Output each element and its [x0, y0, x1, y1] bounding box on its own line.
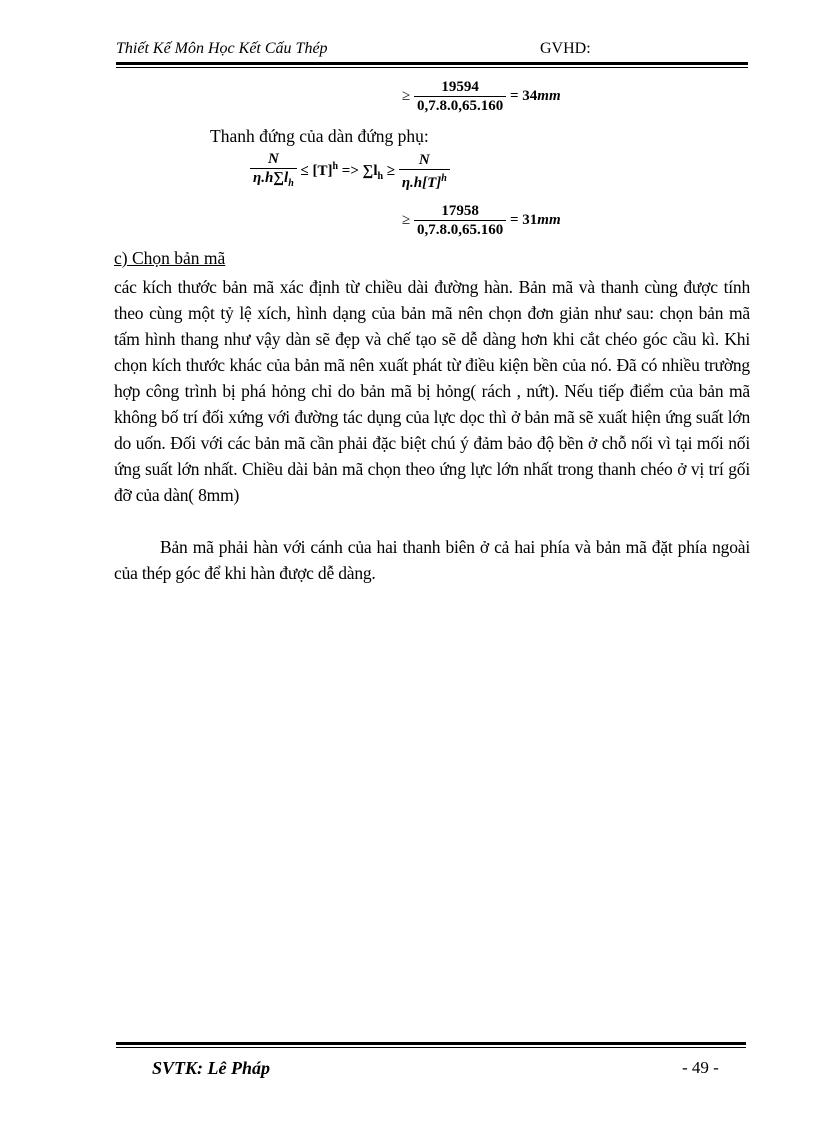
eq2-lhs-fraction	[250, 150, 297, 193]
eq2-rel1-sup: h	[332, 160, 339, 172]
eq2-rhs-den-text: η.h[T]	[401, 175, 442, 191]
eq2-lhs-numerator: N	[250, 150, 297, 169]
eq2-rhs-fraction	[399, 151, 450, 192]
equation-general-weld	[250, 150, 450, 193]
page-header	[116, 38, 748, 60]
eq3-unit: mm	[537, 211, 561, 228]
eq2-lhs-den-text: η.h∑l	[253, 170, 289, 186]
eq1-numerator: 19594	[414, 78, 506, 97]
eq1-result: = 34	[509, 87, 538, 104]
eq3-fraction	[414, 202, 506, 239]
header-rule-thin	[116, 67, 748, 68]
eq2-rel2: ≥	[386, 162, 396, 179]
course-title: Thiết Kế Môn Học Kết Cấu Thép	[116, 40, 328, 57]
eq2-rhs-den-sup: h	[441, 173, 447, 184]
paragraph-gusset-plate: các kích thước bản mã xác định từ chiều dài đường hàn. Bản mã và thanh cùng được tính theo cùng một tỷ lệ xích, hình dạng của bản mã nên chọn đơn giản như sau: chọn bản mã tấm hình thang như vậy dàn sẽ đẹp và chế tạo sẽ dễ dàng hơn khi cắt chéo góc cầu kì. Khi chọn kích thước khác của bản mã nên xuất phát từ điều kiện bền của nó. Đã có nhiều trường hợp công trình bị phá hỏng chỉ do bản mã bị hỏng( rách , nứt). Nếu tiếp điểm của bản mã không bố trí đối xứng với đường tác dụng của lực dọc thì ở bản mã sẽ xuất hiện ứng suất lớn do uốn. Đối với các bản mã cần phải đặc biệt chú ý đảm bảo độ bền ở chỗ nối vì tại mối nối ứng suất lớn nhất. Chiều dài bản mã chọn theo ứng lực lớn nhất trong thanh chéo ở vị trí gối đỡ của dàn( 8mm)	[114, 277, 750, 505]
eq3-denominator: 0,7.8.0,65.160	[416, 222, 504, 238]
eq1-fraction	[414, 78, 506, 115]
advisor-label: GVHD:	[540, 40, 591, 57]
paragraph-welding: Bản mã phải hàn với cánh của hai thanh biên ở cả hai phía và bản mã đặt phía ngoài của thép góc để khi hàn được dễ dàng.	[114, 537, 750, 583]
eq3-result: = 31	[509, 211, 538, 228]
header-rule-thick	[116, 62, 748, 65]
eq2-lhs-denominator	[250, 169, 297, 193]
eq2-implies	[341, 162, 384, 182]
eq3-sign: ≥	[402, 211, 411, 228]
sub-label-vertical-bar: Thanh đứng của dàn đứng phụ:	[210, 126, 429, 146]
eq2-implies-text: => ∑l	[341, 162, 378, 179]
footer-rule-thick	[116, 1042, 746, 1045]
eq2-rhs-denominator	[399, 170, 450, 192]
eq1-sign: ≥	[402, 87, 411, 104]
eq1-denominator: 0,7.8.0,65.160	[416, 98, 504, 114]
footer-student: SVTK: Lê Pháp	[152, 1058, 271, 1078]
equation-weld-length-2	[402, 202, 561, 239]
eq2-implies-sub: h	[377, 170, 384, 182]
eq2-lhs-den-sub: h	[288, 178, 294, 189]
eq2-rel1-text: ≤ [T]	[300, 162, 333, 179]
eq2-rel1	[300, 160, 339, 179]
page-number: - 49 -	[682, 1058, 719, 1077]
eq1-unit: mm	[537, 87, 561, 104]
footer-rule-thin	[116, 1047, 746, 1048]
equation-weld-length-1	[402, 78, 561, 115]
eq3-numerator: 17958	[414, 202, 506, 221]
eq2-rhs-numerator: N	[399, 151, 450, 170]
section-heading: c) Chọn bản mã	[114, 248, 226, 268]
